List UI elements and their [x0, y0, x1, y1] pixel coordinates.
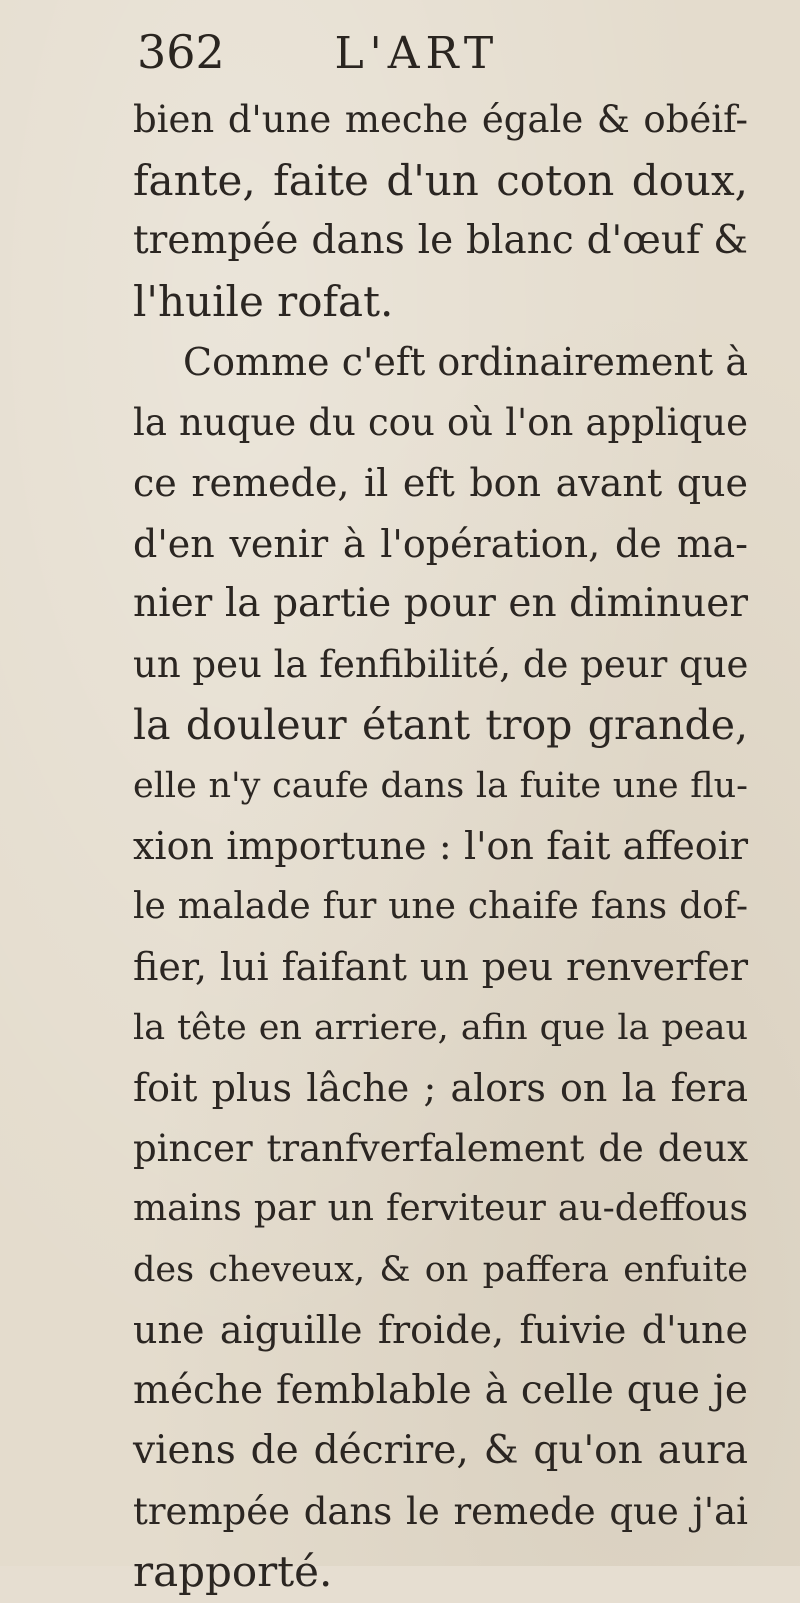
text-line: nier la partie pour en diminuer — [133, 581, 748, 626]
text-line: xion importune : l'on fait affeoir — [133, 824, 748, 868]
text-line: une aiguille froide, fuivie d'une — [133, 1308, 748, 1352]
text-line: pincer tranfverfalement de deux — [133, 1126, 748, 1170]
running-title: L'ART — [334, 28, 500, 79]
text-line: viens de décrire, & qu'on aura — [133, 1428, 748, 1473]
text-line: ce remede, il eft bon avant que — [133, 461, 748, 505]
text-line: des cheveux, & on paffera enfuite — [133, 1249, 748, 1290]
text-line: d'en venir à l'opération, de ma- — [133, 521, 748, 566]
text-line: fier, lui faifant un peu renverfer — [133, 945, 748, 989]
text-line: mains par un ferviteur au-deffous — [133, 1188, 748, 1229]
page-header — [137, 22, 697, 82]
text-line: la tête en arriere, afin que la peau — [133, 1007, 748, 1048]
text-line: fante, faite d'un coton doux, — [133, 155, 748, 205]
text-line: méche femblable à celle que je — [133, 1367, 748, 1413]
page-number: 362 — [137, 25, 225, 79]
text-line: trempée dans le blanc d'œuf & — [133, 218, 748, 263]
text-line: un peu la fenfibilité, de peur que — [133, 642, 749, 686]
text-line: elle n'y caufe dans la fuite une flu- — [133, 765, 748, 806]
text-line: la nuque du cou où l'on applique — [133, 400, 748, 444]
text-line: l'huile rofat. — [133, 276, 394, 326]
text-line: la douleur étant trop grande, — [133, 701, 748, 749]
text-line: foit plus lâche ; alors on la fera — [133, 1066, 748, 1110]
text-line: rapporté. — [133, 1547, 333, 1596]
text-line: bien d'une meche égale & obéif- — [133, 98, 748, 141]
text-line: le malade fur une chaife fans dof- — [133, 885, 748, 927]
text-line: Comme c'eft ordinairement à — [183, 340, 748, 384]
text-line: trempée dans le remede que j'ai — [133, 1489, 748, 1533]
body-text — [133, 90, 748, 1603]
